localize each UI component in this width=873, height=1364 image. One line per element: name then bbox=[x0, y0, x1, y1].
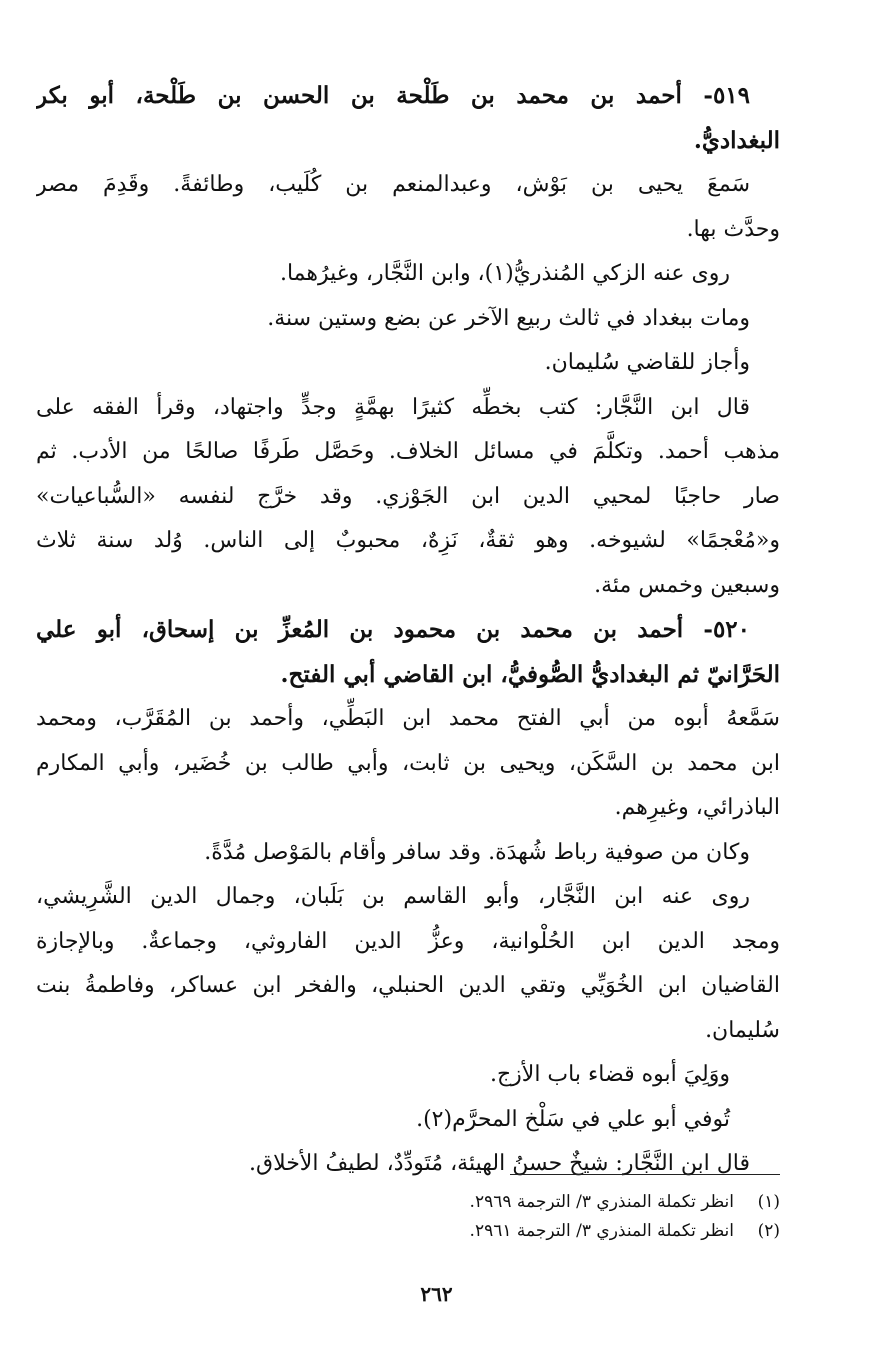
body-line: ووَلِيَ أبوه قضاء باب الأزج. bbox=[489, 1062, 730, 1087]
footnote bbox=[36, 1217, 780, 1246]
body-line: الباذرائي، وغيرِهم. bbox=[614, 795, 780, 820]
entry-heading-line: البغداديُّ. bbox=[693, 126, 780, 154]
footnote-text: انظر تكملة المنذري ٣/ الترجمة ٢٩٦٩. bbox=[469, 1192, 734, 1212]
page-number: ٢٦٢ bbox=[420, 1282, 453, 1306]
body-line: ومات ببغداد في ثالث ربيع الآخر عن بضع وستين سنة. bbox=[267, 305, 750, 331]
body-line: وحدَّث بها. bbox=[686, 216, 780, 242]
page-body bbox=[36, 74, 780, 1187]
footnotes bbox=[36, 1188, 780, 1246]
entry-heading-line: ٥١٩- أحمد بن محمد بن طَلْحة بن الحسن بن طَلْحة، أبو بكر bbox=[36, 82, 750, 109]
body-line: وكان من صوفية رباط شُهدَة. وقد سافر وأقام بالمَوْصل مُدَّةً. bbox=[204, 839, 750, 865]
footnote-number: (١) bbox=[757, 1192, 780, 1212]
footnote-number: (٢) bbox=[757, 1221, 780, 1241]
body-line: قال ابن النَّجَّار: كتب بخطِّه كثيرًا بهمَّةٍ وجدٍّ واجتهاد، وقرأ الفقه على bbox=[36, 394, 750, 420]
body-line: و«مُعْجمًا» لشيوخه. وهو ثقةٌ، نَزِهٌ، محبوبٌ إلى الناس. وُلد سنة ثلاث bbox=[36, 528, 780, 553]
footnote-text: انظر تكملة المنذري ٣/ الترجمة ٢٩٦١. bbox=[469, 1221, 734, 1241]
body-line: تُوفي أبو علي في سَلْخ المحرَّم(٢). bbox=[416, 1106, 730, 1132]
body-line: مذهب أحمد. وتكلَّمَ في مسائل الخلاف. وحَصَّل طَرفًا صالحًا من الأدب. ثم bbox=[36, 439, 780, 464]
body-line: سَمعَ يحيى بن بَوْش، وعبدالمنعم بن كُلَيب، وطائفةً. وقَدِمَ مصر bbox=[36, 172, 750, 197]
body-line: ومجد الدين ابن الحُلْوانية، وعزُّ الدين الفاروثي، وجماعةٌ. وبالإجازة bbox=[36, 928, 780, 954]
entry-519 bbox=[36, 74, 780, 608]
entry-heading-line: الحَرَّانيّ ثم البغداديُّ الصُّوفيُّ، ابن القاضي أبي الفتح. bbox=[280, 660, 780, 688]
footnote bbox=[36, 1188, 780, 1217]
footnote-separator bbox=[510, 1174, 780, 1175]
entry-heading-line: ٥٢٠- أحمد بن محمد بن محمود بن المُعزِّ بن إسحاق، أبو علي bbox=[36, 616, 750, 643]
body-line: وسبعين وخمس مئة. bbox=[594, 572, 780, 598]
body-line: سَمَّعهُ أبوه من أبي الفتح محمد ابن البَطِّي، وأحمد بن المُقَرَّب، ومحمد bbox=[36, 706, 780, 731]
body-line: وأجاز للقاضي سُليمان. bbox=[544, 350, 750, 375]
body-line: روى عنه ابن النَّجَّار، وأبو القاسم بن بَلَبان، وجمال الدين الشَّرِيشي، bbox=[36, 884, 750, 909]
body-line: قال ابن النَّجَّار: شيخٌ حسنُ الهيئة، مُتَودِّدٌ، لطيفُ الأخلاق. bbox=[249, 1151, 750, 1176]
body-line: روى عنه الزكي المُنذريُّ(١)، وابن النَّجَّار، وغيرُهما. bbox=[279, 261, 730, 286]
body-line: ابن محمد بن السَّكَن، ويحيى بن ثابت، وأبي طالب بن خُضَير، وأبي المكارم bbox=[36, 750, 780, 776]
entry-520 bbox=[36, 608, 780, 1187]
body-line: صار حاجبًا لمحيي الدين ابن الجَوْزي. وقد خرَّج لنفسه «السُّباعيات» bbox=[36, 483, 780, 509]
body-line: سُليمان. bbox=[705, 1017, 780, 1043]
body-line: القاضيان ابن الخُوَيِّي وتقي الدين الحنبلي، والفخر ابن عساكر، وفاطمةُ بنت bbox=[36, 973, 780, 998]
